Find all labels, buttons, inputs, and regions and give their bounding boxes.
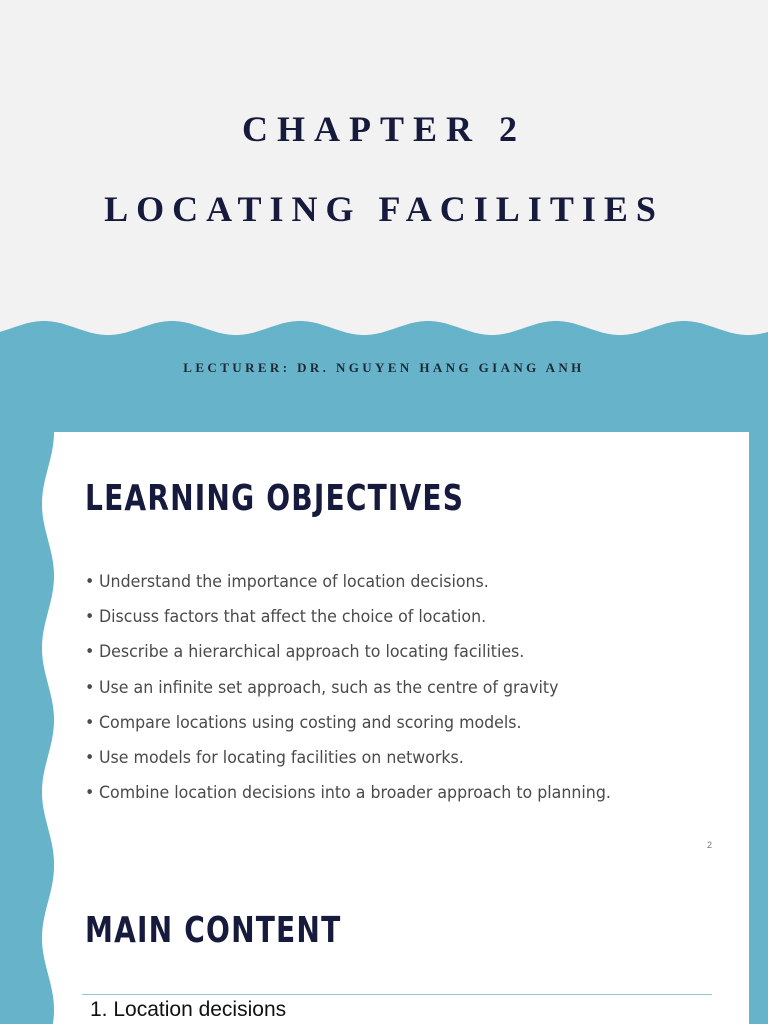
right-accent-strip	[749, 432, 768, 866]
divider	[82, 994, 712, 995]
slide-heading: LEARNING OBJECTIVES	[85, 478, 465, 519]
bullet-icon: •	[85, 677, 95, 698]
list-item-text: Describe a hierarchical approach to locating facilities.	[98, 642, 525, 663]
bullet-icon: •	[85, 712, 95, 733]
bullet-icon: •	[85, 572, 95, 592]
list-item	[85, 603, 611, 638]
title-slide	[0, 0, 768, 432]
bullet-icon: •	[85, 607, 95, 628]
list-item-text: Discuss factors that affect the choice of location.	[98, 607, 487, 628]
list-item	[85, 709, 611, 744]
list-item-text: Use an infinite set approach, such as the centre of gravity	[98, 677, 559, 698]
chapter-subtitle: LOCATING FACILITIES	[104, 189, 664, 229]
main-content-slide	[0, 866, 768, 1024]
list-item	[85, 674, 611, 709]
content-item: 1. Location decisions	[90, 998, 287, 1021]
list-item-text: Compare locations using costing and scoring models.	[98, 712, 522, 733]
list-item-text: Combine location decisions into a broader approach to planning.	[98, 783, 611, 804]
list-item-text: Use models for locating facilities on networks.	[98, 747, 464, 768]
lecturer-name: LECTURER: DR. NGUYEN HANG GIANG ANH	[183, 360, 585, 375]
slide-heading: MAIN CONTENT	[85, 910, 342, 951]
page-number: 2	[707, 840, 713, 850]
right-accent-strip	[749, 866, 768, 1024]
bullet-icon: •	[85, 783, 95, 804]
left-wave-decoration	[0, 432, 60, 866]
list-item	[85, 744, 611, 779]
list-item-text: Understand the importance of location decisions.	[98, 572, 489, 592]
list-item	[85, 568, 611, 603]
bullet-icon: •	[85, 747, 95, 768]
objectives-list	[85, 568, 650, 814]
objectives-slide	[0, 432, 768, 866]
bullet-icon: •	[85, 642, 95, 663]
list-item	[85, 779, 611, 814]
list-item	[85, 638, 611, 673]
left-wave-decoration	[0, 866, 60, 1024]
chapter-title: CHAPTER 2	[241, 109, 526, 149]
